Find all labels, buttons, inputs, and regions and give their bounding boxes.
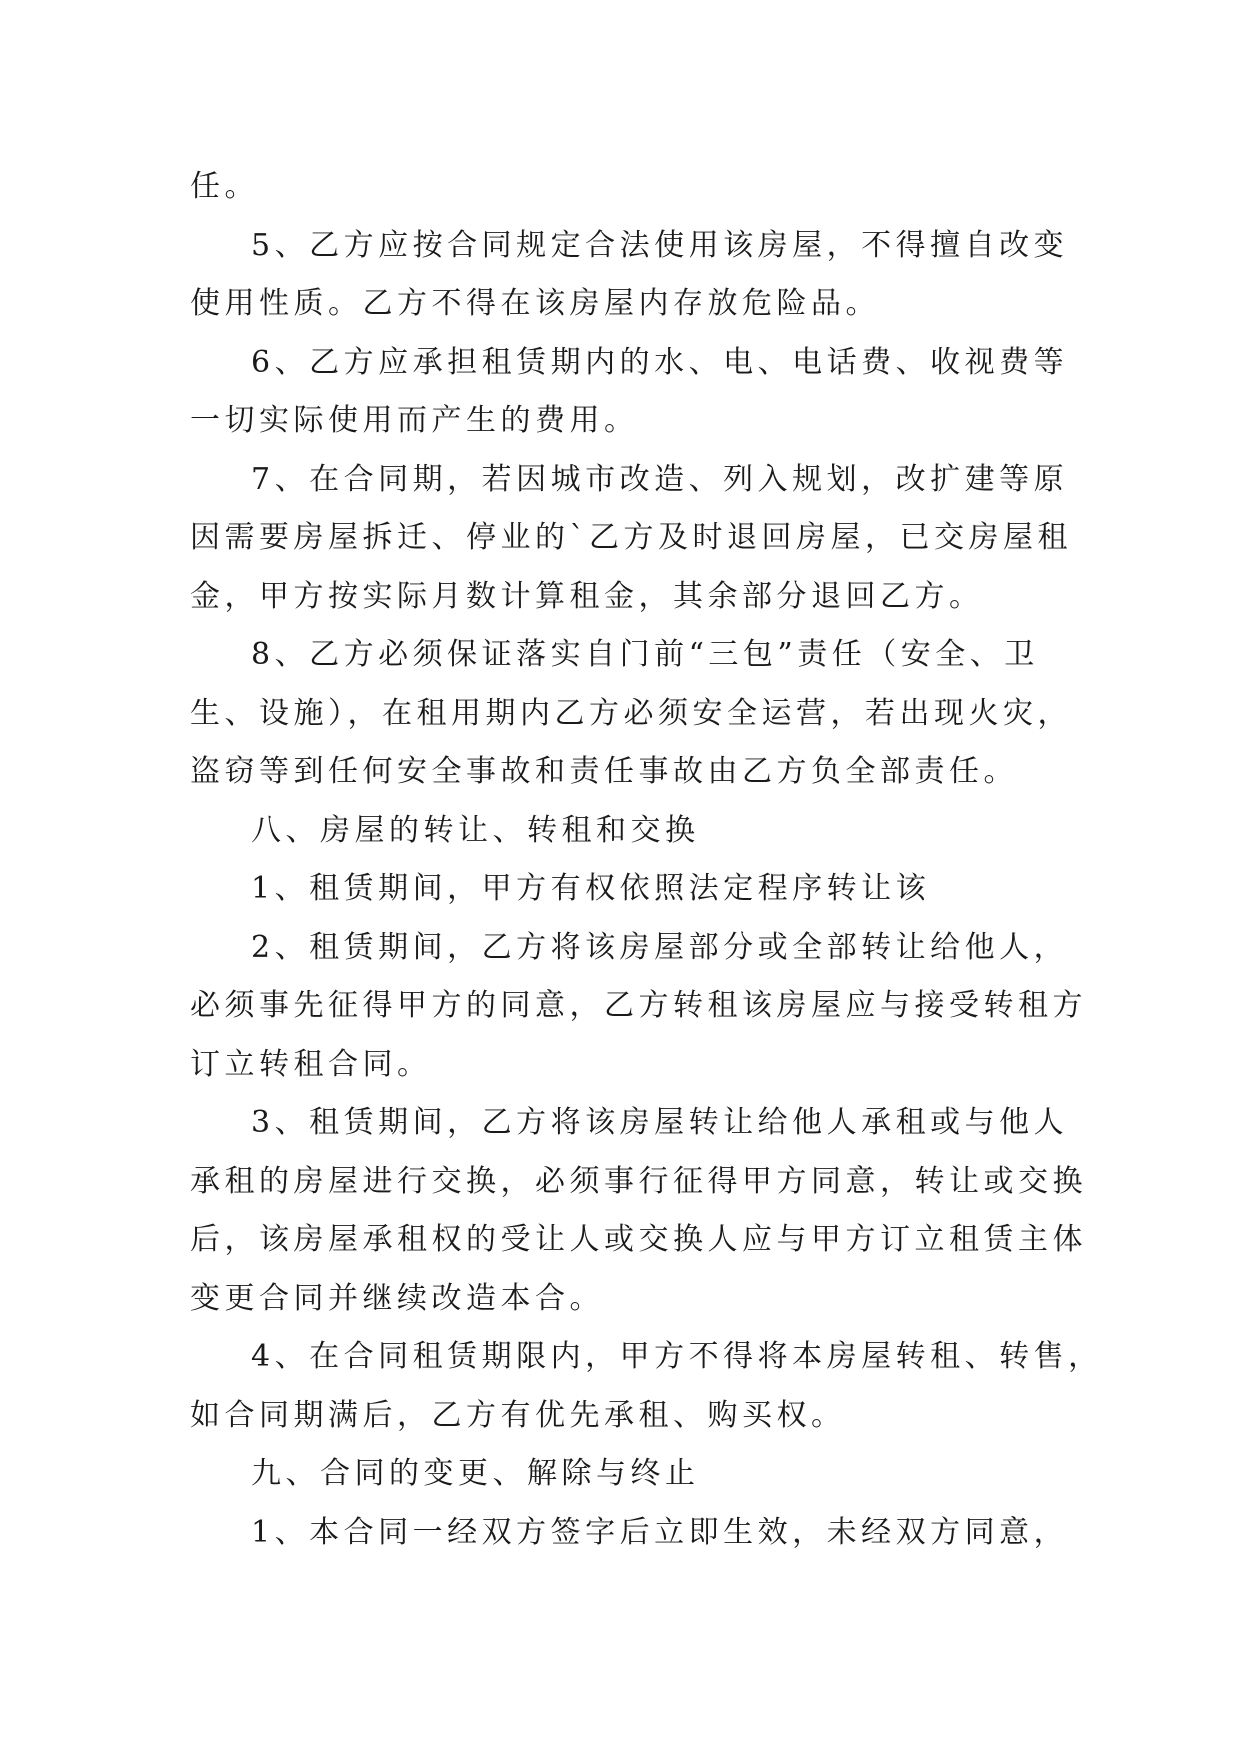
text-line: 盗窃等到任何安全事故和责任事故由乙方负全部责任。: [190, 754, 1018, 789]
text-line: 因需要房屋拆迁、停业的`乙方及时退回房屋，已交房屋租: [190, 520, 1072, 555]
paragraph-start: 1、本合同一经双方签字后立即生效，未经双方同意，: [251, 1514, 1069, 1550]
section-heading: 九、合同的变更、解除与终止: [251, 1456, 700, 1491]
text-line: 使用性质。乙方不得在该房屋内存放危险品。: [190, 286, 880, 321]
paragraph-start: 7、在合同期，若因城市改造、列入规划，改扩建等原: [251, 461, 1069, 497]
paragraph-start: 3、租赁期间，乙方将该房屋转让给他人承租或与他人: [251, 1105, 1069, 1140]
text-line: 金，甲方按实际月数计算租金，其余部分退回乙方。: [190, 578, 984, 614]
paragraph-start: 6、乙方应承担租赁期内的水、电、电话费、收视费等: [251, 344, 1069, 380]
paragraph-start: 2、租赁期间，乙方将该房屋部分或全部转让给他人，: [251, 929, 1069, 965]
text-line: 承租的房屋进行交换，必须事行征得甲方同意，转让或交换: [190, 1163, 1087, 1199]
paragraph-start: 1、租赁期间，甲方有权依照法定程序转让该: [251, 871, 931, 906]
section-heading: 八、房屋的转让、转租和交换: [251, 812, 700, 848]
text-line: 变更合同并继续改造本合。: [190, 1280, 604, 1316]
paragraph-start: 8、乙方必须保证落实自门前“三包”责任（安全、卫: [251, 637, 1039, 672]
text-line: 一切实际使用而产生的费用。: [190, 403, 639, 438]
paragraph-start: 4、在合同租赁期限内，甲方不得将本房屋转租、转售，: [251, 1339, 1103, 1374]
text-line: 后，该房屋承租权的受让人或交换人应与甲方订立租赁主体: [190, 1222, 1087, 1257]
text-line: 任。: [190, 169, 259, 204]
text-line: 必须事先征得甲方的同意，乙方转租该房屋应与接受转租方: [190, 988, 1087, 1023]
text-line: 如合同期满后，乙方有优先承租、购买权。: [190, 1397, 846, 1433]
paragraph-start: 5、乙方应按合同规定合法使用该房屋，不得擅自改变: [251, 227, 1069, 263]
text-line: 生、设施），在租用期内乙方必须安全运营，若出现火灾，: [190, 695, 1072, 731]
document-body: [190, 158, 1103, 1562]
text-line: 订立转租合同。: [190, 1046, 432, 1082]
